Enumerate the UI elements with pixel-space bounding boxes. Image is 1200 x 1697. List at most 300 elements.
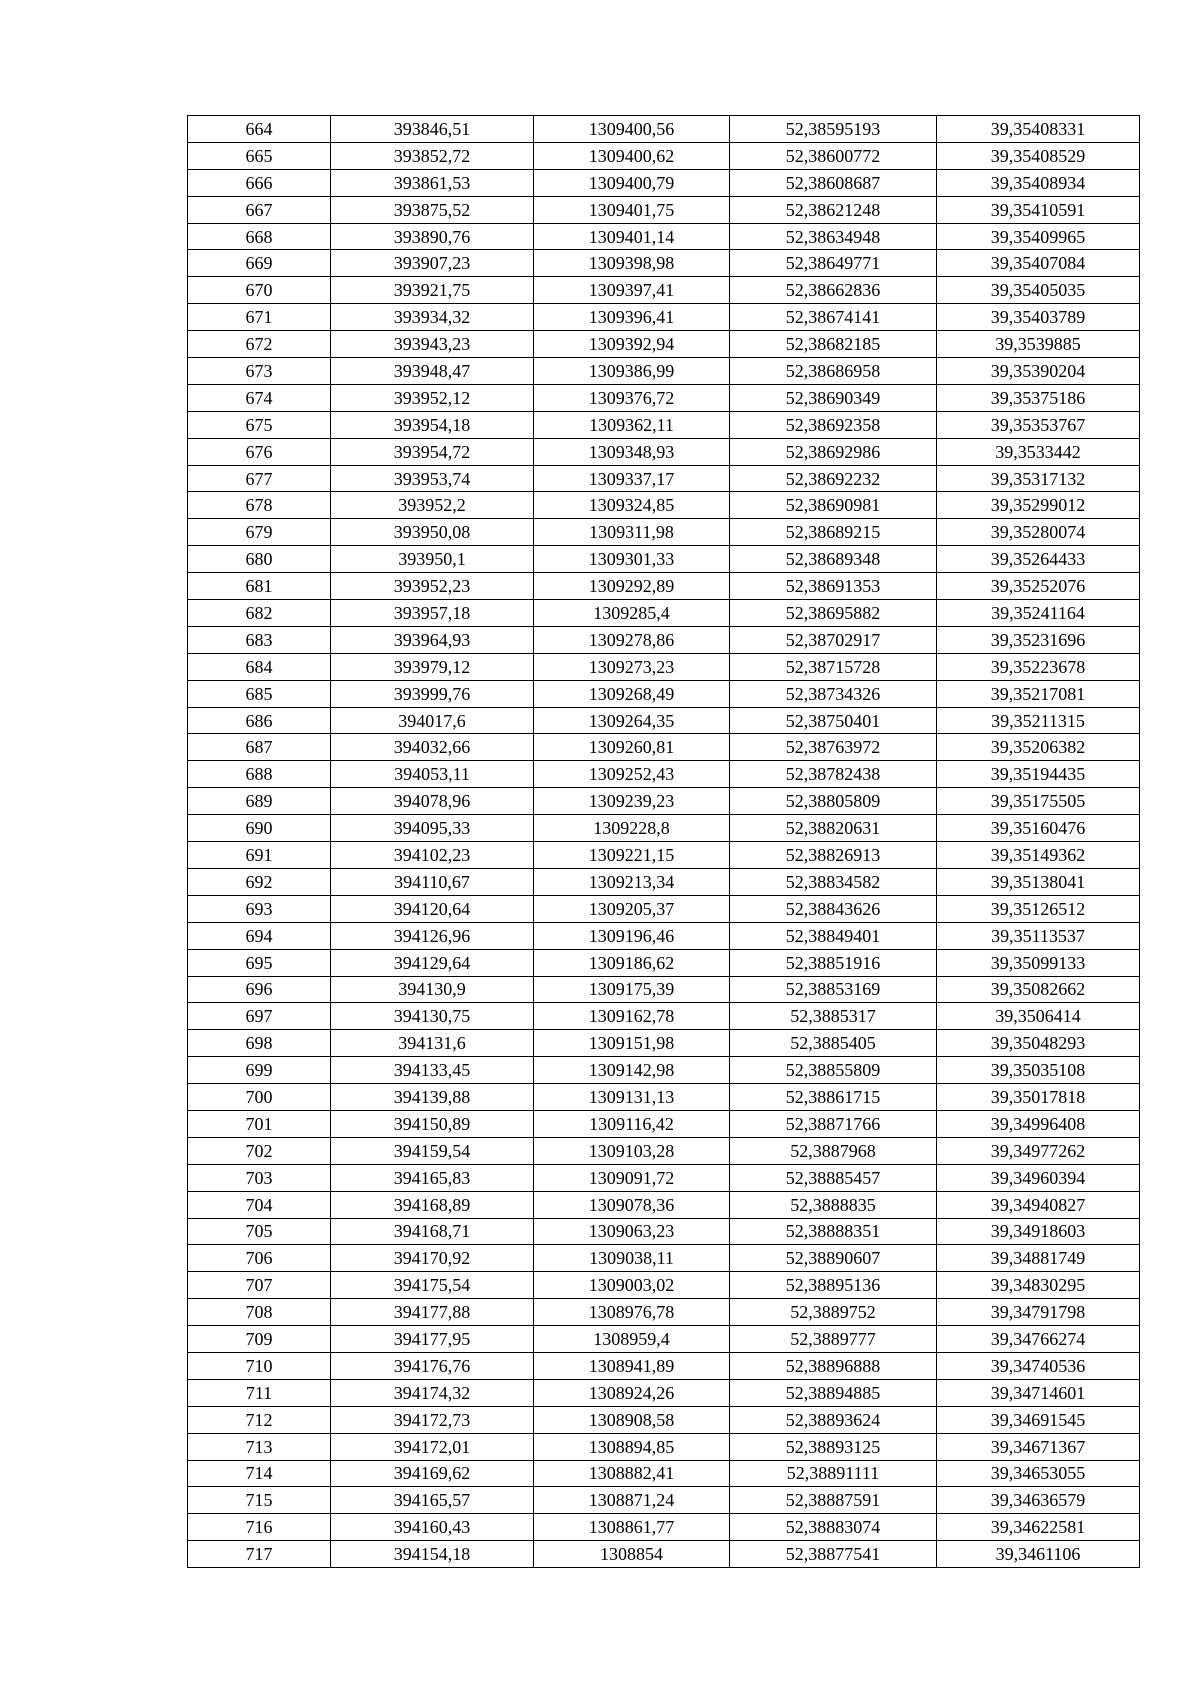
latitude-cell: 52,38686958 [730,358,937,385]
table-row [188,1433,1140,1460]
latitude-cell: 52,38894885 [730,1379,937,1406]
longitude-cell: 39,35409965 [937,223,1140,250]
point-number-cell: 691 [188,842,331,869]
x-coordinate-cell: 393948,47 [331,358,534,385]
y-coordinate-cell: 1308959,4 [534,1326,730,1353]
longitude-cell: 39,35405035 [937,277,1140,304]
y-coordinate-cell: 1308882,41 [534,1460,730,1487]
longitude-cell: 39,34636579 [937,1487,1140,1514]
x-coordinate-cell: 393999,76 [331,680,534,707]
x-coordinate-cell: 394177,95 [331,1326,534,1353]
latitude-cell: 52,38674141 [730,304,937,331]
table-row [188,976,1140,1003]
x-coordinate-cell: 394150,89 [331,1110,534,1137]
table-row [188,734,1140,761]
latitude-cell: 52,38851916 [730,949,937,976]
point-number-cell: 700 [188,1084,331,1111]
longitude-cell: 39,34977262 [937,1137,1140,1164]
x-coordinate-cell: 394172,01 [331,1433,534,1460]
table-row [188,573,1140,600]
table-row [188,1218,1140,1245]
y-coordinate-cell: 1309386,99 [534,358,730,385]
latitude-cell: 52,38692232 [730,465,937,492]
x-coordinate-cell: 394154,18 [331,1541,534,1568]
latitude-cell: 52,38662836 [730,277,937,304]
latitude-cell: 52,38689348 [730,546,937,573]
x-coordinate-cell: 394159,54 [331,1137,534,1164]
y-coordinate-cell: 1309038,11 [534,1245,730,1272]
latitude-cell: 52,3888835 [730,1191,937,1218]
x-coordinate-cell: 394160,43 [331,1514,534,1541]
x-coordinate-cell: 394172,73 [331,1406,534,1433]
y-coordinate-cell: 1308976,78 [534,1299,730,1326]
longitude-cell: 39,3506414 [937,1003,1140,1030]
table-row [188,1406,1140,1433]
longitude-cell: 39,35211315 [937,707,1140,734]
x-coordinate-cell: 393861,53 [331,169,534,196]
table-row [188,895,1140,922]
latitude-cell: 52,38600772 [730,142,937,169]
point-number-cell: 689 [188,788,331,815]
longitude-cell: 39,35017818 [937,1084,1140,1111]
table-row [188,1137,1140,1164]
point-number-cell: 714 [188,1460,331,1487]
table-row [188,626,1140,653]
table-row [188,788,1140,815]
point-number-cell: 694 [188,922,331,949]
longitude-cell: 39,34996408 [937,1110,1140,1137]
y-coordinate-cell: 1309239,23 [534,788,730,815]
y-coordinate-cell: 1309078,36 [534,1191,730,1218]
y-coordinate-cell: 1308871,24 [534,1487,730,1514]
longitude-cell: 39,35353767 [937,411,1140,438]
longitude-cell: 39,35407084 [937,250,1140,277]
longitude-cell: 39,35375186 [937,384,1140,411]
latitude-cell: 52,38853169 [730,976,937,1003]
x-coordinate-cell: 393890,76 [331,223,534,250]
point-number-cell: 671 [188,304,331,331]
point-number-cell: 664 [188,116,331,143]
x-coordinate-cell: 394165,83 [331,1164,534,1191]
y-coordinate-cell: 1309116,42 [534,1110,730,1137]
point-number-cell: 673 [188,358,331,385]
x-coordinate-cell: 394131,6 [331,1030,534,1057]
longitude-cell: 39,35223678 [937,653,1140,680]
latitude-cell: 52,38690349 [730,384,937,411]
point-number-cell: 707 [188,1272,331,1299]
latitude-cell: 52,38891111 [730,1460,937,1487]
point-number-cell: 668 [188,223,331,250]
latitude-cell: 52,3885317 [730,1003,937,1030]
table-row [188,842,1140,869]
y-coordinate-cell: 1308854 [534,1541,730,1568]
x-coordinate-cell: 394129,64 [331,949,534,976]
point-number-cell: 681 [188,573,331,600]
x-coordinate-cell: 394126,96 [331,922,534,949]
x-coordinate-cell: 393921,75 [331,277,534,304]
y-coordinate-cell: 1309003,02 [534,1272,730,1299]
y-coordinate-cell: 1309324,85 [534,492,730,519]
latitude-cell: 52,38595193 [730,116,937,143]
table-row [188,1245,1140,1272]
x-coordinate-cell: 394032,66 [331,734,534,761]
longitude-cell: 39,35099133 [937,949,1140,976]
y-coordinate-cell: 1309273,23 [534,653,730,680]
latitude-cell: 52,38695882 [730,600,937,627]
longitude-cell: 39,35217081 [937,680,1140,707]
x-coordinate-cell: 393953,74 [331,465,534,492]
longitude-cell: 39,35252076 [937,573,1140,600]
latitude-cell: 52,38734326 [730,680,937,707]
longitude-cell: 39,3461106 [937,1541,1140,1568]
y-coordinate-cell: 1309186,62 [534,949,730,976]
latitude-cell: 52,3885405 [730,1030,937,1057]
y-coordinate-cell: 1309392,94 [534,331,730,358]
y-coordinate-cell: 1309205,37 [534,895,730,922]
table-row [188,1487,1140,1514]
table-row [188,492,1140,519]
point-number-cell: 676 [188,438,331,465]
latitude-cell: 52,38634948 [730,223,937,250]
latitude-cell: 52,38689215 [730,519,937,546]
latitude-cell: 52,38883074 [730,1514,937,1541]
longitude-cell: 39,34830295 [937,1272,1140,1299]
latitude-cell: 52,38608687 [730,169,937,196]
longitude-cell: 39,35149362 [937,842,1140,869]
point-number-cell: 692 [188,868,331,895]
table-row [188,438,1140,465]
longitude-cell: 39,35241164 [937,600,1140,627]
y-coordinate-cell: 1309401,75 [534,196,730,223]
table-row [188,1352,1140,1379]
longitude-cell: 39,35126512 [937,895,1140,922]
y-coordinate-cell: 1309400,79 [534,169,730,196]
longitude-cell: 39,3533442 [937,438,1140,465]
y-coordinate-cell: 1309063,23 [534,1218,730,1245]
y-coordinate-cell: 1309401,14 [534,223,730,250]
table-row [188,331,1140,358]
x-coordinate-cell: 394095,33 [331,815,534,842]
y-coordinate-cell: 1309103,28 [534,1137,730,1164]
table-row [188,358,1140,385]
point-number-cell: 678 [188,492,331,519]
y-coordinate-cell: 1309221,15 [534,842,730,869]
x-coordinate-cell: 394176,76 [331,1352,534,1379]
x-coordinate-cell: 394168,71 [331,1218,534,1245]
point-number-cell: 701 [188,1110,331,1137]
table-row [188,815,1140,842]
table-row [188,680,1140,707]
y-coordinate-cell: 1309400,62 [534,142,730,169]
x-coordinate-cell: 394168,89 [331,1191,534,1218]
table-row [188,922,1140,949]
point-number-cell: 674 [188,384,331,411]
x-coordinate-cell: 393952,12 [331,384,534,411]
longitude-cell: 39,3539885 [937,331,1140,358]
x-coordinate-cell: 394120,64 [331,895,534,922]
point-number-cell: 716 [188,1514,331,1541]
point-number-cell: 697 [188,1003,331,1030]
y-coordinate-cell: 1309398,98 [534,250,730,277]
point-number-cell: 708 [188,1299,331,1326]
y-coordinate-cell: 1309362,11 [534,411,730,438]
point-number-cell: 699 [188,1057,331,1084]
point-number-cell: 684 [188,653,331,680]
latitude-cell: 52,38692986 [730,438,937,465]
latitude-cell: 52,38887591 [730,1487,937,1514]
table-row [188,1460,1140,1487]
latitude-cell: 52,38895136 [730,1272,937,1299]
table-row [188,1084,1140,1111]
table-row [188,196,1140,223]
latitude-cell: 52,38861715 [730,1084,937,1111]
y-coordinate-cell: 1309260,81 [534,734,730,761]
point-number-cell: 713 [188,1433,331,1460]
y-coordinate-cell: 1309228,8 [534,815,730,842]
longitude-cell: 39,35160476 [937,815,1140,842]
point-number-cell: 679 [188,519,331,546]
point-number-cell: 715 [188,1487,331,1514]
latitude-cell: 52,38893624 [730,1406,937,1433]
table-row [188,1272,1140,1299]
x-coordinate-cell: 393979,12 [331,653,534,680]
longitude-cell: 39,34622581 [937,1514,1140,1541]
x-coordinate-cell: 393957,18 [331,600,534,627]
y-coordinate-cell: 1308894,85 [534,1433,730,1460]
x-coordinate-cell: 394130,75 [331,1003,534,1030]
point-number-cell: 705 [188,1218,331,1245]
longitude-cell: 39,35408529 [937,142,1140,169]
x-coordinate-cell: 394017,6 [331,707,534,734]
x-coordinate-cell: 394110,67 [331,868,534,895]
point-number-cell: 711 [188,1379,331,1406]
point-number-cell: 695 [188,949,331,976]
x-coordinate-cell: 394165,57 [331,1487,534,1514]
latitude-cell: 52,38893125 [730,1433,937,1460]
y-coordinate-cell: 1309301,33 [534,546,730,573]
longitude-cell: 39,34918603 [937,1218,1140,1245]
table-row [188,1030,1140,1057]
table-row [188,519,1140,546]
y-coordinate-cell: 1309196,46 [534,922,730,949]
x-coordinate-cell: 393943,23 [331,331,534,358]
table-row [188,465,1140,492]
point-number-cell: 698 [188,1030,331,1057]
table-row [188,411,1140,438]
longitude-cell: 39,35113537 [937,922,1140,949]
x-coordinate-cell: 393907,23 [331,250,534,277]
table-row [188,1164,1140,1191]
latitude-cell: 52,38649771 [730,250,937,277]
point-number-cell: 717 [188,1541,331,1568]
table-row [188,1110,1140,1137]
x-coordinate-cell: 394175,54 [331,1272,534,1299]
point-number-cell: 688 [188,761,331,788]
longitude-cell: 39,35082662 [937,976,1140,1003]
x-coordinate-cell: 394053,11 [331,761,534,788]
latitude-cell: 52,38621248 [730,196,937,223]
y-coordinate-cell: 1309162,78 [534,1003,730,1030]
longitude-cell: 39,34714601 [937,1379,1140,1406]
y-coordinate-cell: 1309376,72 [534,384,730,411]
y-coordinate-cell: 1309278,86 [534,626,730,653]
latitude-cell: 52,38682185 [730,331,937,358]
x-coordinate-cell: 393950,08 [331,519,534,546]
table-row [188,1299,1140,1326]
table-row [188,1057,1140,1084]
latitude-cell: 52,3887968 [730,1137,937,1164]
point-number-cell: 666 [188,169,331,196]
point-number-cell: 704 [188,1191,331,1218]
latitude-cell: 52,38820631 [730,815,937,842]
point-number-cell: 677 [188,465,331,492]
x-coordinate-cell: 393875,52 [331,196,534,223]
latitude-cell: 52,38871766 [730,1110,937,1137]
table-row [188,223,1140,250]
point-number-cell: 665 [188,142,331,169]
y-coordinate-cell: 1309396,41 [534,304,730,331]
latitude-cell: 52,38885457 [730,1164,937,1191]
table-row [188,600,1140,627]
point-number-cell: 675 [188,411,331,438]
y-coordinate-cell: 1308908,58 [534,1406,730,1433]
point-number-cell: 670 [188,277,331,304]
table-row [188,868,1140,895]
y-coordinate-cell: 1309311,98 [534,519,730,546]
y-coordinate-cell: 1309175,39 [534,976,730,1003]
y-coordinate-cell: 1309131,13 [534,1084,730,1111]
table-row [188,1326,1140,1353]
latitude-cell: 52,38763972 [730,734,937,761]
latitude-cell: 52,38890607 [730,1245,937,1272]
x-coordinate-cell: 394177,88 [331,1299,534,1326]
longitude-cell: 39,35317132 [937,465,1140,492]
point-number-cell: 672 [188,331,331,358]
longitude-cell: 39,35280074 [937,519,1140,546]
longitude-cell: 39,34691545 [937,1406,1140,1433]
latitude-cell: 52,38702917 [730,626,937,653]
x-coordinate-cell: 394170,92 [331,1245,534,1272]
x-coordinate-cell: 394130,9 [331,976,534,1003]
table-row [188,1379,1140,1406]
x-coordinate-cell: 394102,23 [331,842,534,869]
longitude-cell: 39,34960394 [937,1164,1140,1191]
longitude-cell: 39,35035108 [937,1057,1140,1084]
latitude-cell: 52,3889777 [730,1326,937,1353]
latitude-cell: 52,38782438 [730,761,937,788]
y-coordinate-cell: 1309397,41 [534,277,730,304]
table-row [188,707,1140,734]
longitude-cell: 39,35231696 [937,626,1140,653]
longitude-cell: 39,35264433 [937,546,1140,573]
longitude-cell: 39,34881749 [937,1245,1140,1272]
table-row [188,546,1140,573]
table-row [188,384,1140,411]
point-number-cell: 685 [188,680,331,707]
latitude-cell: 52,38805809 [730,788,937,815]
latitude-cell: 52,3889752 [730,1299,937,1326]
point-number-cell: 680 [188,546,331,573]
table-row [188,1514,1140,1541]
y-coordinate-cell: 1308924,26 [534,1379,730,1406]
longitude-cell: 39,35408934 [937,169,1140,196]
table-row [188,1541,1140,1568]
table-row [188,250,1140,277]
x-coordinate-cell: 394174,32 [331,1379,534,1406]
x-coordinate-cell: 394169,62 [331,1460,534,1487]
longitude-cell: 39,35408331 [937,116,1140,143]
x-coordinate-cell: 393952,2 [331,492,534,519]
y-coordinate-cell: 1308941,89 [534,1352,730,1379]
point-number-cell: 696 [188,976,331,1003]
x-coordinate-cell: 394078,96 [331,788,534,815]
longitude-cell: 39,35138041 [937,868,1140,895]
table-row [188,1003,1140,1030]
latitude-cell: 52,38896888 [730,1352,937,1379]
table-row [188,1191,1140,1218]
point-number-cell: 712 [188,1406,331,1433]
y-coordinate-cell: 1309252,43 [534,761,730,788]
point-number-cell: 702 [188,1137,331,1164]
y-coordinate-cell: 1309091,72 [534,1164,730,1191]
longitude-cell: 39,34653055 [937,1460,1140,1487]
y-coordinate-cell: 1309142,98 [534,1057,730,1084]
x-coordinate-cell: 394139,88 [331,1084,534,1111]
longitude-cell: 39,35390204 [937,358,1140,385]
latitude-cell: 52,38834582 [730,868,937,895]
point-number-cell: 709 [188,1326,331,1353]
coordinates-table-body [188,116,1140,1568]
longitude-cell: 39,35299012 [937,492,1140,519]
x-coordinate-cell: 393952,23 [331,573,534,600]
x-coordinate-cell: 393954,18 [331,411,534,438]
table-row [188,116,1140,143]
latitude-cell: 52,38843626 [730,895,937,922]
y-coordinate-cell: 1309213,34 [534,868,730,895]
table-row [188,277,1140,304]
latitude-cell: 52,38877541 [730,1541,937,1568]
coordinates-table [187,115,1140,1568]
latitude-cell: 52,38692358 [730,411,937,438]
latitude-cell: 52,38750401 [730,707,937,734]
x-coordinate-cell: 393934,32 [331,304,534,331]
latitude-cell: 52,38715728 [730,653,937,680]
x-coordinate-cell: 393954,72 [331,438,534,465]
point-number-cell: 667 [188,196,331,223]
latitude-cell: 52,38691353 [730,573,937,600]
latitude-cell: 52,38690981 [730,492,937,519]
y-coordinate-cell: 1309151,98 [534,1030,730,1057]
point-number-cell: 686 [188,707,331,734]
table-row [188,761,1140,788]
table-row [188,949,1140,976]
longitude-cell: 39,34740536 [937,1352,1140,1379]
point-number-cell: 710 [188,1352,331,1379]
longitude-cell: 39,34940827 [937,1191,1140,1218]
latitude-cell: 52,38855809 [730,1057,937,1084]
point-number-cell: 682 [188,600,331,627]
y-coordinate-cell: 1309268,49 [534,680,730,707]
longitude-cell: 39,35194435 [937,761,1140,788]
point-number-cell: 687 [188,734,331,761]
point-number-cell: 693 [188,895,331,922]
latitude-cell: 52,38826913 [730,842,937,869]
longitude-cell: 39,35410591 [937,196,1140,223]
longitude-cell: 39,35175505 [937,788,1140,815]
latitude-cell: 52,38888351 [730,1218,937,1245]
longitude-cell: 39,35048293 [937,1030,1140,1057]
point-number-cell: 683 [188,626,331,653]
